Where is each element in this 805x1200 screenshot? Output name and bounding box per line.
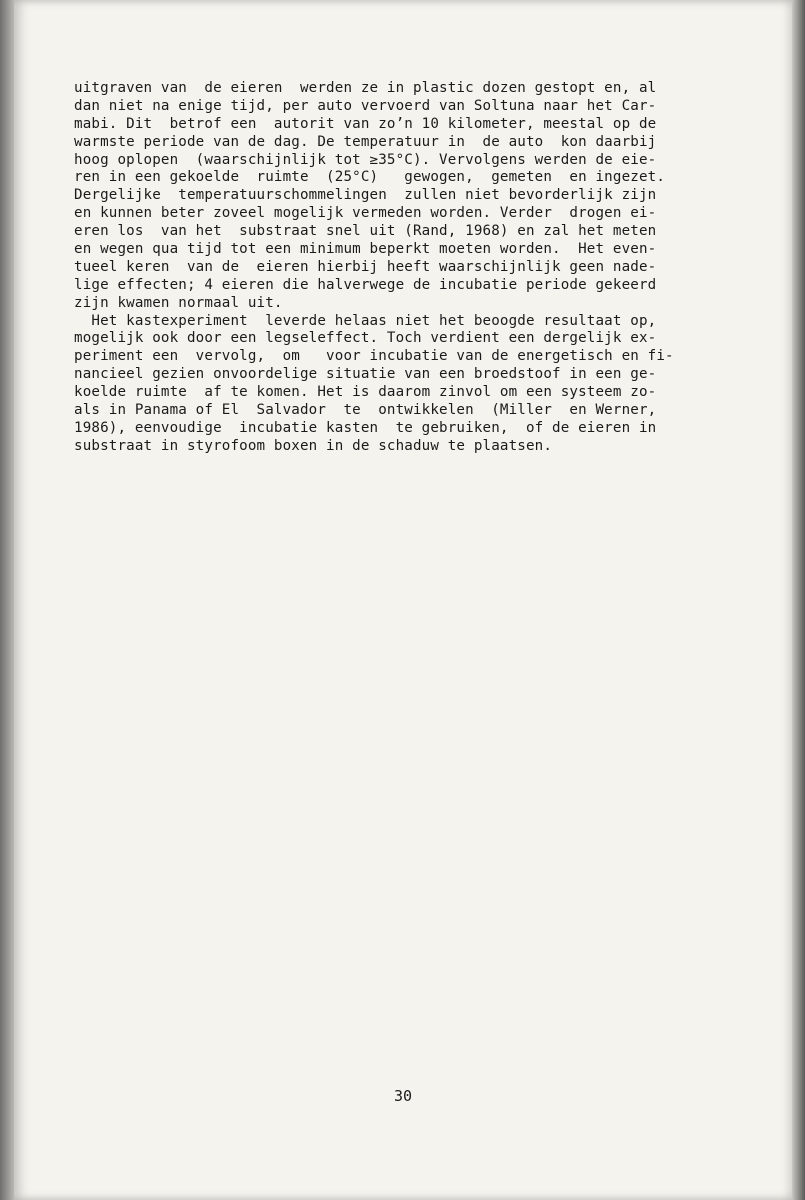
binding-shadow-left xyxy=(0,0,14,1200)
text-line: mabi. Dit betrof een autorit van zo’n 10 kilometer, meestal op de xyxy=(74,115,657,132)
text-line: koelde ruimte af te komen. Het is daarom zinvol om een systeem zo- xyxy=(74,384,657,401)
paragraph xyxy=(74,313,754,456)
text-line: uitgraven van de eieren werden ze in plastic dozen gestopt en, al xyxy=(74,80,657,96)
text-line: lige effecten; 4 eieren die halverwege de incubatie periode gekeerd xyxy=(74,276,657,293)
text-line: Dergelijke temperatuurschommelingen zullen niet bevorderlijk zijn xyxy=(74,187,657,204)
text-line: dan niet na enige tijd, per auto vervoerd van Soltuna naar het Car- xyxy=(74,97,657,114)
text-line: ren in een gekoelde ruimte (25°C) gewogen, gemeten en ingezet. xyxy=(74,169,666,186)
page-number: 30 xyxy=(393,1087,413,1105)
text-line: zijn kwamen normaal uit. xyxy=(74,294,283,311)
text-line: en wegen qua tijd tot een minimum beperkt moeten worden. Het even- xyxy=(74,241,657,258)
text-line: tueel keren van de eieren hierbij heeft waarschijnlijk geen nade- xyxy=(74,258,657,275)
text-line: substraat in styrofoom boxen in de schaduw te plaatsen. xyxy=(74,437,553,454)
text-line: als in Panama of El Salvador te ontwikkelen (Miller en Werner, xyxy=(74,402,657,419)
body-text xyxy=(74,80,754,456)
scanned-page xyxy=(14,0,792,1200)
text-line: mogelijk ook door een legseleffect. Toch verdient een dergelijk ex- xyxy=(74,330,657,347)
text-line: Het kastexperiment leverde helaas niet het beoogde resultaat op, xyxy=(74,312,657,329)
text-line: eren los van het substraat snel uit (Rand, 1968) en zal het meten xyxy=(74,223,657,240)
text-line: warmste periode van de dag. De temperatuur in de auto kon daarbij xyxy=(74,133,657,150)
text-line: en kunnen beter zoveel mogelijk vermeden worden. Verder drogen ei- xyxy=(74,205,657,222)
text-line: hoog oplopen (waarschijnlijk tot ≥35°C). Vervolgens werden de eie- xyxy=(74,151,657,168)
text-line: nancieel gezien onvoordelige situatie van een broedstoof in een ge- xyxy=(74,366,657,383)
text-line: 1986), eenvoudige incubatie kasten te gebruiken, of de eieren in xyxy=(74,419,657,436)
text-line: periment een vervolg, om voor incubatie van de energetisch en fi- xyxy=(74,348,674,365)
paragraph xyxy=(74,80,754,313)
page-edge-right xyxy=(792,0,805,1200)
